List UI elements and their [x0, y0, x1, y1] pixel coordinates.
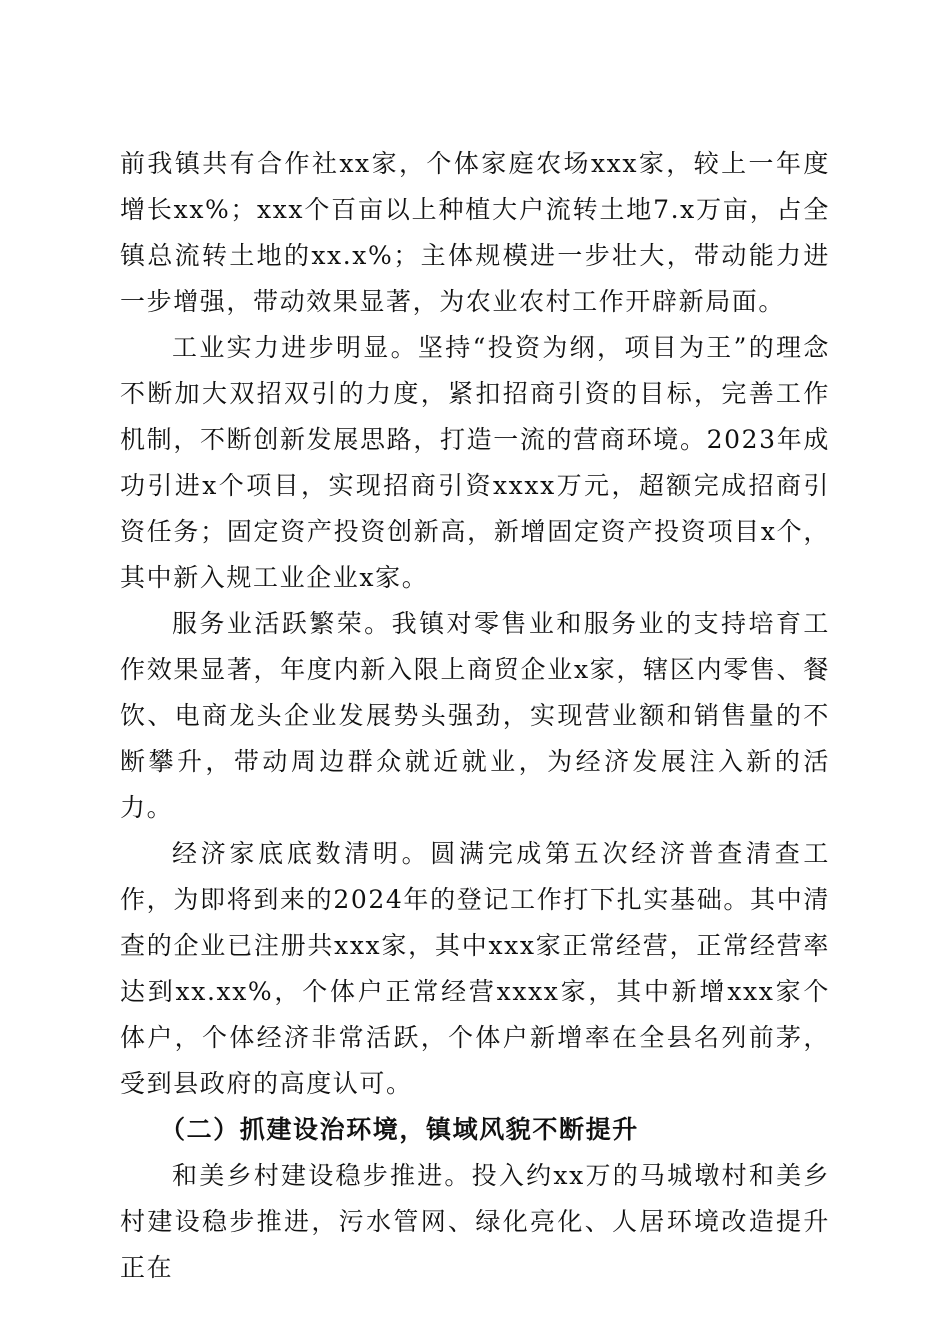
paragraph-economic-census: 经济家底底数清明。圆满完成第五次经济普查清查工作，为即将到来的2024年的登记工作打下扎实基础。其中清查的企业已注册共xxx家，其中xxx家正常经营，正常经营率达到xx.xx%，个体户正常经营xxxx家，其中新增xxx家个体户，个体经济非常活跃，个体户新增率在全县名列前茅，受到县政府的高度认可。: [120, 839, 830, 1098]
paragraph-agriculture-continued: 前我镇共有合作社xx家，个体家庭农场xxx家，较上一年度增长xx%；xxx个百亩以上种植大户流转土地7.x万亩，占全镇总流转土地的xx.x%；主体规模进一步壮大，带动能力进一步增强，带动效果显著，为农业农村工作开辟新局面。: [120, 149, 830, 316]
document-body: [120, 141, 830, 1291]
paragraph-industry: 工业实力进步明显。坚持“投资为纲，项目为王”的理念不断加大双招双引的力度，紧扣招商引资的目标，完善工作机制，不断创新发展思路，打造一流的营商环境。2023年成功引进x个项目，实现招商引资xxxx万元，超额完成招商引资任务；固定资产投资创新高，新增固定资产投资项目x个，其中新入规工业企业x家。: [120, 333, 830, 592]
section-heading: （二）抓建设治环境，镇域风貌不断提升: [160, 1115, 639, 1144]
paragraph-services: 服务业活跃繁荣。我镇对零售业和服务业的支持培育工作效果显著，年度内新入限上商贸企业x家，辖区内零售、餐饮、电商龙头企业发展势头强劲，实现营业额和销售量的不断攀升，带动周边群众就近就业，为经济发展注入新的活力。: [120, 609, 830, 822]
paragraph-village-construction: 和美乡村建设稳步推进。投入约xx万的马城墩村和美乡村建设稳步推进，污水管网、绿化亮化、人居环境改造提升正在: [120, 1161, 830, 1282]
